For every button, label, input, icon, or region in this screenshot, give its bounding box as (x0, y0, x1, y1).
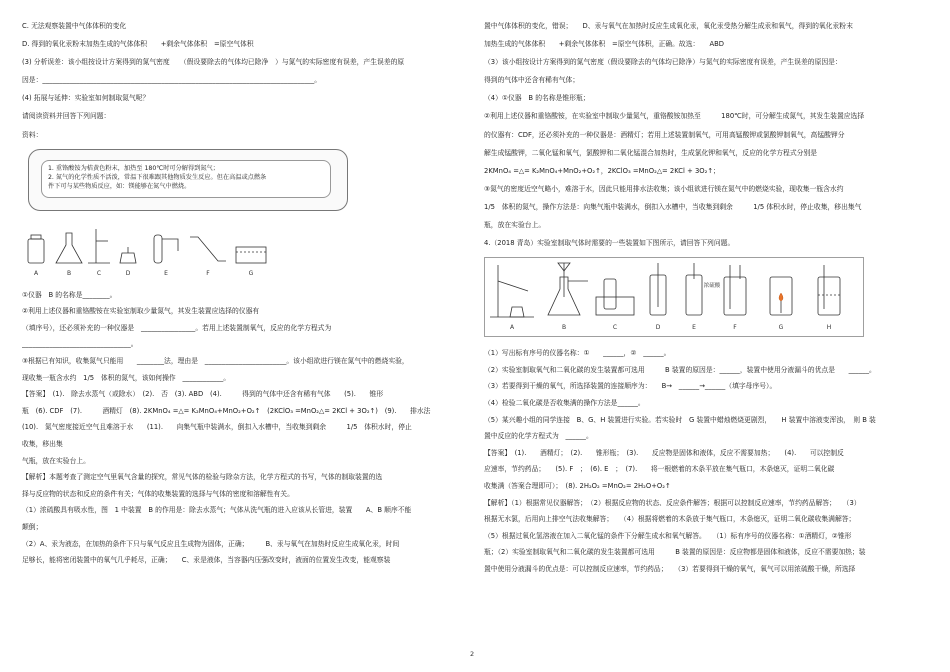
analysis-line: 【解析】（1）根据常见仪器解答； （2）根据反应物的状态、反应条件解答；根据可以控制反应速率，节约药品解答； （3） (484, 498, 861, 507)
apparatus-label: D (655, 324, 661, 332)
analysis-line: 瓶；（2）实验室制取氧气和二氧化碳的发生装置都可选用 B 装置的原因是：反应物都是固体和液体，反应不需要加热；装 (484, 548, 866, 557)
apparatus-label: D (125, 269, 131, 277)
question-line: （5）某兴趣小组的同学连接 B、G、H 装置进行实验。若实验时 G 装置中蜡烛燃烧更剧烈， H 装置中溶液变浑浊， 则 B 装 (484, 415, 876, 424)
material-box (28, 149, 348, 211)
text-line: （4）①仪器 B 的名称是锥形瓶； (484, 94, 590, 103)
apparatus-g-trough (236, 247, 266, 263)
left-column (22, 22, 462, 573)
text-line: 瓶，放在实验台上。 (484, 221, 546, 230)
apparatus-f-text: 浓硫酸 (703, 283, 721, 290)
apparatus-figure-2 (484, 257, 864, 337)
material-line: 2. 氮气的化学性质不活泼，常温下很难跟其他物质发生反应。但在高温或点燃条 (48, 173, 267, 181)
analysis-line: 【解析】本题考查了测定空气里氧气含量的探究，常见气体的检验与除杂方法，化学方程式的书写，气体的制取装置的选 (22, 473, 383, 482)
text-line: 资料： (22, 130, 43, 139)
apparatus-a-bottle (28, 239, 44, 263)
analysis-line: 择与反应物的状态和反应的条件有关；气体的收集装置的选择与气体的密度和溶解性有关。 (22, 489, 294, 498)
text-line: (4) 拓展与延伸：实验室如何制取氮气呢？ (22, 94, 150, 103)
apparatus-label: C (612, 324, 618, 332)
analysis-line: 颠倒； (22, 522, 43, 531)
text-line: （3）该小组按设计方案得到的氮气密度（假设要除去的气体均已除净）与氮气的实际密度有误差，产生误差的原因是： (484, 58, 842, 67)
apparatus-c-trough (596, 297, 634, 315)
answer-line: 气瓶，放在实验台上。 (22, 456, 90, 465)
text-line: 请阅读资料并回答下列问题： (22, 112, 111, 121)
analysis-line: 根据无水氯，后用向上排空气法收集解答； （4）根据将燃着的木条放于集气瓶口，木条熄灭，证明二氧化碳收集满解答； (484, 515, 856, 524)
apparatus-label: A (33, 269, 39, 277)
apparatus-figure-1 (22, 225, 272, 279)
apparatus-label: H (826, 324, 832, 332)
apparatus-drawing-2 (484, 257, 864, 337)
text-line: 得到的气体中还含有稀有气体； (484, 76, 580, 85)
apparatus-e-bottle (686, 275, 702, 315)
answer-line: 【答案】 (1). 酒精灯； (2). 锥形瓶； (3). 反应物是固体和液体，反应不需要加热； (4). 可以控制反 (484, 448, 844, 457)
apparatus-f-tubes (730, 265, 740, 309)
text-line: （填序号），还必须补充的一种仪器是 ________________。若用上述装置制氧气，反应的化学方程式为 (22, 323, 332, 332)
apparatus-label: G (248, 269, 254, 277)
apparatus-e-pipe (162, 239, 178, 251)
text-line: 的仪器有：CDF，还必须补充的一种仪器是：酒精灯；若用上述装置制氧气，可用高锰酸钾或氯酸钾制氧气，高锰酸钾分 (484, 130, 845, 139)
text-line: C. 无法观察装置中气体体积的变化 (22, 22, 127, 30)
right-column (484, 22, 932, 582)
text-line: 解生成锰酸钾，二氧化锰和氧气，氯酸钾和二氧化锰混合加热时，生成氯化钾和氧气，反应的化学方程式分别是 (484, 148, 818, 157)
question-title: 4.（2018 青岛）实验室制取气体时需要的一些装置如下图所示，请回答下列问题。 (484, 239, 735, 248)
text-line: 1/5 体积的氮气，操作方法是：向集气瓶中装满水，倒扣入水槽中，当收集到剩余 1/5 体积水时，停止收集，移出集气 (484, 202, 862, 211)
apparatus-label: A (509, 324, 515, 332)
apparatus-e-tube (154, 235, 162, 263)
analysis-line: 置中使用分液漏斗的优点是：可以控制反应速率，节约药品； （3）若要得到干燥的氧气，氧气可以用浓硫酸干燥，所选择 (484, 564, 856, 573)
text-line: ①仪器 B 的名称是________。 (22, 290, 117, 299)
apparatus-d-lamp (120, 253, 136, 263)
text-line: (3) 分析误差：该小组按设计方案得到的氮气密度 （假设要除去的气体均已除净 ）与氮气的实际密度有误差，产生误差的原 (22, 58, 405, 67)
page-number: 2 (470, 650, 475, 658)
figure-frame (485, 258, 864, 337)
apparatus-a-neck (31, 235, 41, 239)
apparatus-a-tube (498, 281, 528, 291)
analysis-line: （5）根据过氧化氢溶液在加入二氧化锰的条件下分解生成水和氧气解答。 （1）标有序号的仪器名称：①酒精灯，②锥形 (484, 531, 852, 540)
question-line: 置中反应的化学方程式为 ______。 (484, 432, 593, 441)
analysis-line: （1）浓硫酸具有吸水性，图 1 中装置 B 的作用是：除去水蒸气；气体从洗气瓶的进入应该从长管进，装置 A、B 顺序不能 (22, 506, 412, 515)
apparatus-drawing (22, 225, 272, 279)
material-inner-box (41, 160, 331, 198)
question-line: （3）若要得到干燥的氧气，所选择装置的连接顺序为： B→ ______→______（填字母序号）。 (484, 382, 777, 391)
apparatus-a-lamp (510, 307, 524, 317)
apparatus-label: B (66, 269, 72, 277)
candle-flame-icon (779, 293, 783, 301)
equation-line: 2KMnO₄ =△= K₂MnO₄+MnO₂+O₂↑，2KClO₃ =MnO₂△= 2KCl + 3O₂↑； (484, 166, 720, 175)
apparatus-f-tube (190, 237, 226, 261)
text-line: 因是：________________________________________________________________________________。 (22, 76, 322, 85)
analysis-line: 足够长，能将密闭装置中的氧气几乎耗尽，正确； C、汞是液体，当容器内压强改变时，液面的位置发生改变，能观察装 (22, 556, 391, 565)
text-line: 加热生成的气体体积 +剩余气体体积 =原空气体积，正确。故选： ABD (484, 40, 725, 49)
apparatus-label: G (778, 324, 784, 332)
text-line: ②利用上述仪器和重铬酸铵在实验室制取少量氮气，其发生装置应选择的仪器有 (22, 307, 260, 316)
apparatus-c-bottle (604, 279, 616, 309)
question-line: （4）检验二氧化碳是否收集满的操作方法是______。 (484, 399, 645, 407)
text-line: D. 得到的氧化汞粉末加热生成的气体体积 +剩余气体体积 =原空气体积 (22, 40, 254, 49)
apparatus-label: F (733, 324, 737, 332)
material-line: 件下可与某些物质反应，如：镁能够在氮气中燃烧。 (48, 182, 191, 190)
text-line: ③氮气的密度近空气略小，难溶于水，因此只能用排水法收集；该小组欲进行镁在氮气中的燃烧实验，现收集一瓶含水约 (484, 184, 844, 193)
question-line: （1）写出标有序号的仪器名称：① ______，② ______。 (484, 349, 671, 358)
apparatus-label: E (164, 269, 168, 277)
apparatus-f-bottle (724, 277, 746, 315)
apparatus-label: F (206, 269, 210, 277)
answer-line: 收集满（答案合理即可）； (8). 2H₂O₂ =MnO₂= 2H₂O+O₂↑ (484, 481, 671, 490)
text-line: ③根据已有知识，收集氮气只能用 ________法，理由是 ________________________。该小组欲进行镁在氮气中的燃烧实验， (22, 357, 409, 366)
apparatus-label: E (692, 324, 696, 332)
answer-line: (10). 氮气密度接近空气且难溶于水 (11). 向集气瓶中装满水，倒扣入水槽中，当收集到剩余 1/5 体积水时，停止 (22, 423, 412, 432)
answer-line: 应速率，节约药品； (5). F ； (6). E ； (7). 将一根燃着的木条平放在集气瓶口，木条熄灭，证明二氧化碳 (484, 465, 835, 474)
text-line: 置中气体体积的变化，错误； D、汞与氧气在加热时反应生成氧化汞，氧化汞受热分解生成汞和氧气，得到的氧化汞粉末 (484, 22, 853, 30)
apparatus-b-flask (56, 233, 82, 263)
text-line: 现收集一瓶含水约 1/5 体积的氮气，该如何操作 ____________。 (22, 373, 231, 382)
apparatus-h-bottle (818, 277, 840, 315)
material-line: 1. 重铬酸铵为桔黄色粉末，加热至 180℃时可分解得到氮气； (48, 164, 219, 172)
text-line: ②利用上述仪器和重铬酸铵，在实验室中制取少量氮气，重铬酸铵加热至 180℃时，可分解生成氮气，其发生装置应选择 (484, 112, 865, 121)
apparatus-label: C (96, 269, 102, 277)
answer-line: 收集，移出集 (22, 440, 63, 448)
analysis-line: （2）A、汞为液态，在加热的条件下只与氧气反应且生成物为固体，正确； B、汞与氧气在加热时反应生成氧化汞，时间 (22, 539, 400, 548)
answer-line: 【答案】 (1). 除去水蒸气（或除水） (2). 否 (3). ABD (4). 得到的气体中还含有稀有气体 (5). 锥形 (22, 390, 384, 399)
apparatus-label: B (561, 324, 567, 332)
answer-line: 瓶 (6). CDF (7). 酒精灯 (8). 2KMnO₄ =△= K₂MnO₄+MnO₂+O₂↑ (2KClO₃ =MnO₂△= 2KCl + 3O₂↑) (9). 排水法 (22, 406, 431, 415)
text-line: ________________________________。 (22, 340, 138, 349)
question-line: （2）实验室制取氧气和二氧化碳的发生装置都可选用 B 装置的原因是：______，装置中使用分液漏斗的优点是 ______。 (484, 365, 876, 374)
